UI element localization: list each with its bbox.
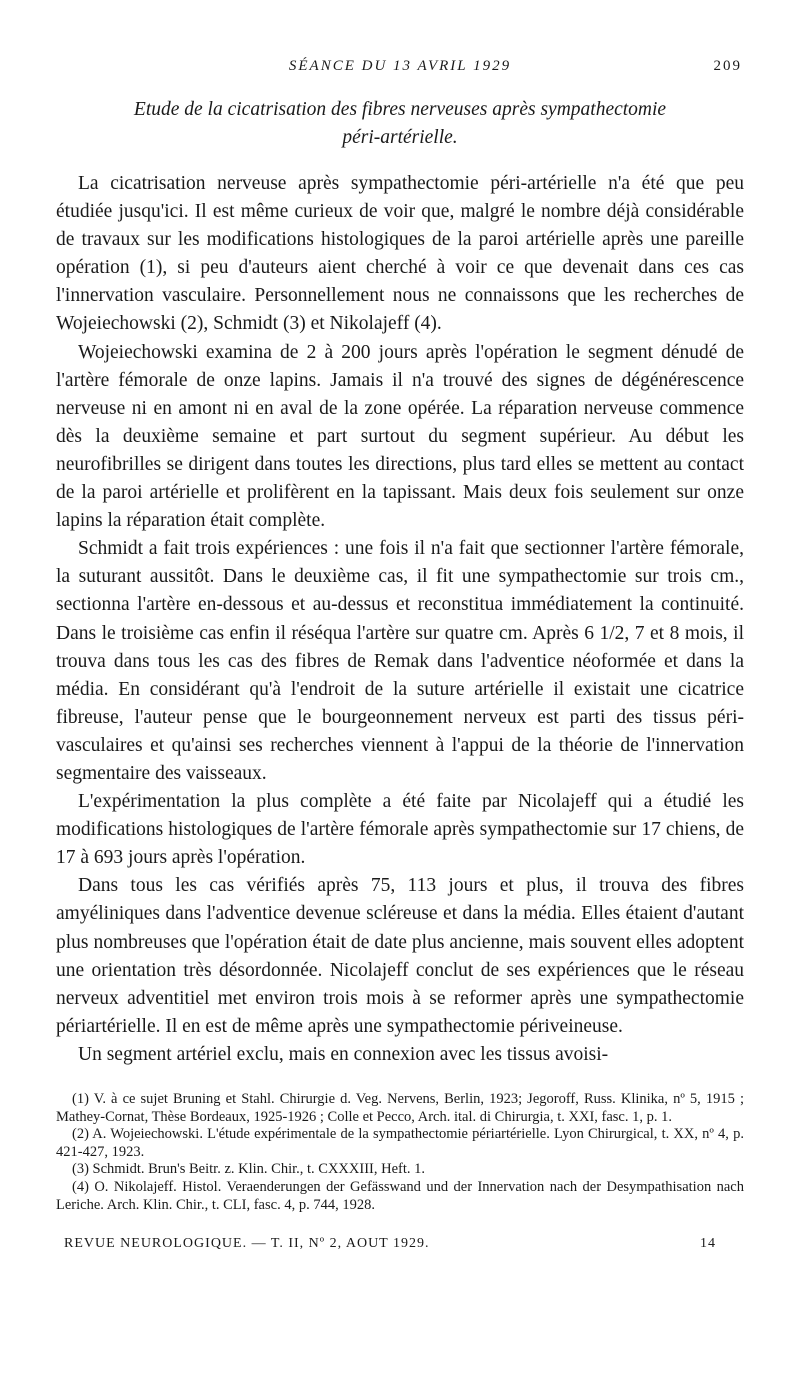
article-body	[56, 170, 744, 1069]
page-footer	[56, 1236, 744, 1258]
article-title-line-2: péri-artérielle.	[342, 127, 458, 148]
page-number: 209	[713, 58, 742, 74]
footnotes	[56, 1091, 744, 1214]
footnote-1: (1) V. à ce sujet Bruning et Stahl. Chirurgie d. Veg. Nervens, Berlin, 1923; Jegoroff, Russ. Klinika, nº 5, 1915 ; Mathey-Cornat, Thèse Bordeaux, 1925-1926 ; Colle et Pecco, Arch. ital. di Chirurgia, t. XXI, fasc. 1, p. 1.	[56, 1091, 744, 1125]
footnote-3: (3) Schmidt. Brun's Beitr. z. Klin. Chir., t. CXXXIII, Heft. 1.	[72, 1161, 425, 1178]
article-title	[76, 96, 724, 152]
footnote-4: (4) O. Nikolajeff. Histol. Veraenderungen der Gefässwand und der Innervation nach der Desympathisation nach Leriche. Arch. Klin. Chir., t. CLI, fasc. 4, p. 744, 1928.	[56, 1178, 744, 1213]
article-title-line-1: Etude de la cicatrisation des fibres nerveuses après sympathectomie	[133, 99, 667, 120]
footnote-2: (2) A. Wojeiechowski. L'étude expérimentale de la sympathectomie périartérielle. Lyon Chirurgical, t. XX, nº 4, p. 421-427, 1923.	[56, 1126, 744, 1160]
running-head	[56, 58, 744, 84]
sheet-number: 14	[700, 1236, 716, 1252]
paragraph: L'expérimentation la plus complète a été faite par Nicolajeff qui a étudié les modifications histologiques de l'artère fémorale après sympathectomie sur 17 chiens, de 17 à 693 jours après l'opération.	[56, 791, 744, 869]
paragraph: Schmidt a fait trois expériences : une fois il n'a fait que sectionner l'artère fémorale, la suturant aussitôt. Dans le deuxième cas, il fit une sympathectomie sur trois cm., sectionna l'artère en-dessous et au-dessus et reconstitua immédiatement la continuité. Dans le troisième cas enfin il réséqua l'artère sur quatre cm. Après 6 1/2, 7 et 8 mois, il trouva dans tous les cas des fibres de Remak dans l'adventice néoformée et dans la média. En considérant qu'à l'endroit de la suture artérielle il existait une cicatrice fibreuse, l'auteur pense que le bourgeonnement nerveux est parti des tissus péri-vasculaires et qu'ainsi ses recherches viennent à l'appui de la théorie de l'innervation segmentaire des vaisseaux.	[56, 538, 744, 784]
paragraph: La cicatrisation nerveuse après sympathectomie péri-artérielle n'a été que peu étudiée jusqu'ici. Il est même curieux de voir que, malgré le nombre déjà considérable de travaux sur les modifications histologiques de la paroi artérielle après une pareille opération (1), si peu d'auteurs aient cherché à voir ce que devenait dans ces cas l'innervation vasculaire. Personnellement nous ne connaissons que les recherches de Wojeiechowski (2), Schmidt (3) et Nikolajeff (4).	[56, 173, 744, 335]
paragraph: Dans tous les cas vérifiés après 75, 113 jours et plus, il trouva des fibres amyéliniques dans l'adventice devenue scléreuse et dans la média. Elles étaient d'autant plus nombreuses que l'opération était de date plus ancienne, mais souvent elles adoptent une orientation très désordonnée. Nicolajeff conclut de ses expériences que le réseau nerveux adventitiel met environ trois mois à se reformer après une sympathectomie périartérielle. Il en est de même après une sympathectomie périveineuse.	[56, 875, 744, 1037]
paragraph: Wojeiechowski examina de 2 à 200 jours après l'opération le segment dénudé de l'artère fémorale de onze lapins. Jamais il n'a trouvé des signes de dégénérescence nerveuse ni en amont ni en aval de la zone opérée. La réparation nerveuse commence dès la deuxième semaine et part surtout du segment supérieur. Au début les neurofibrilles se dirigent dans toutes les directions, plus tard elles se mettent au contact de la paroi artérielle et prolifèrent en la tapissant. Mais deux fois seulement sur onze lapins la réparation était complète.	[56, 341, 744, 532]
journal-reference: REVUE NEUROLOGIQUE. — T. II, Nº 2, AOUT 1929.	[64, 1236, 430, 1252]
paragraph: Un segment artériel exclu, mais en connexion avec les tissus avoisi-	[78, 1043, 609, 1065]
running-head-title: SÉANCE DU 13 AVRIL 1929	[288, 58, 512, 74]
